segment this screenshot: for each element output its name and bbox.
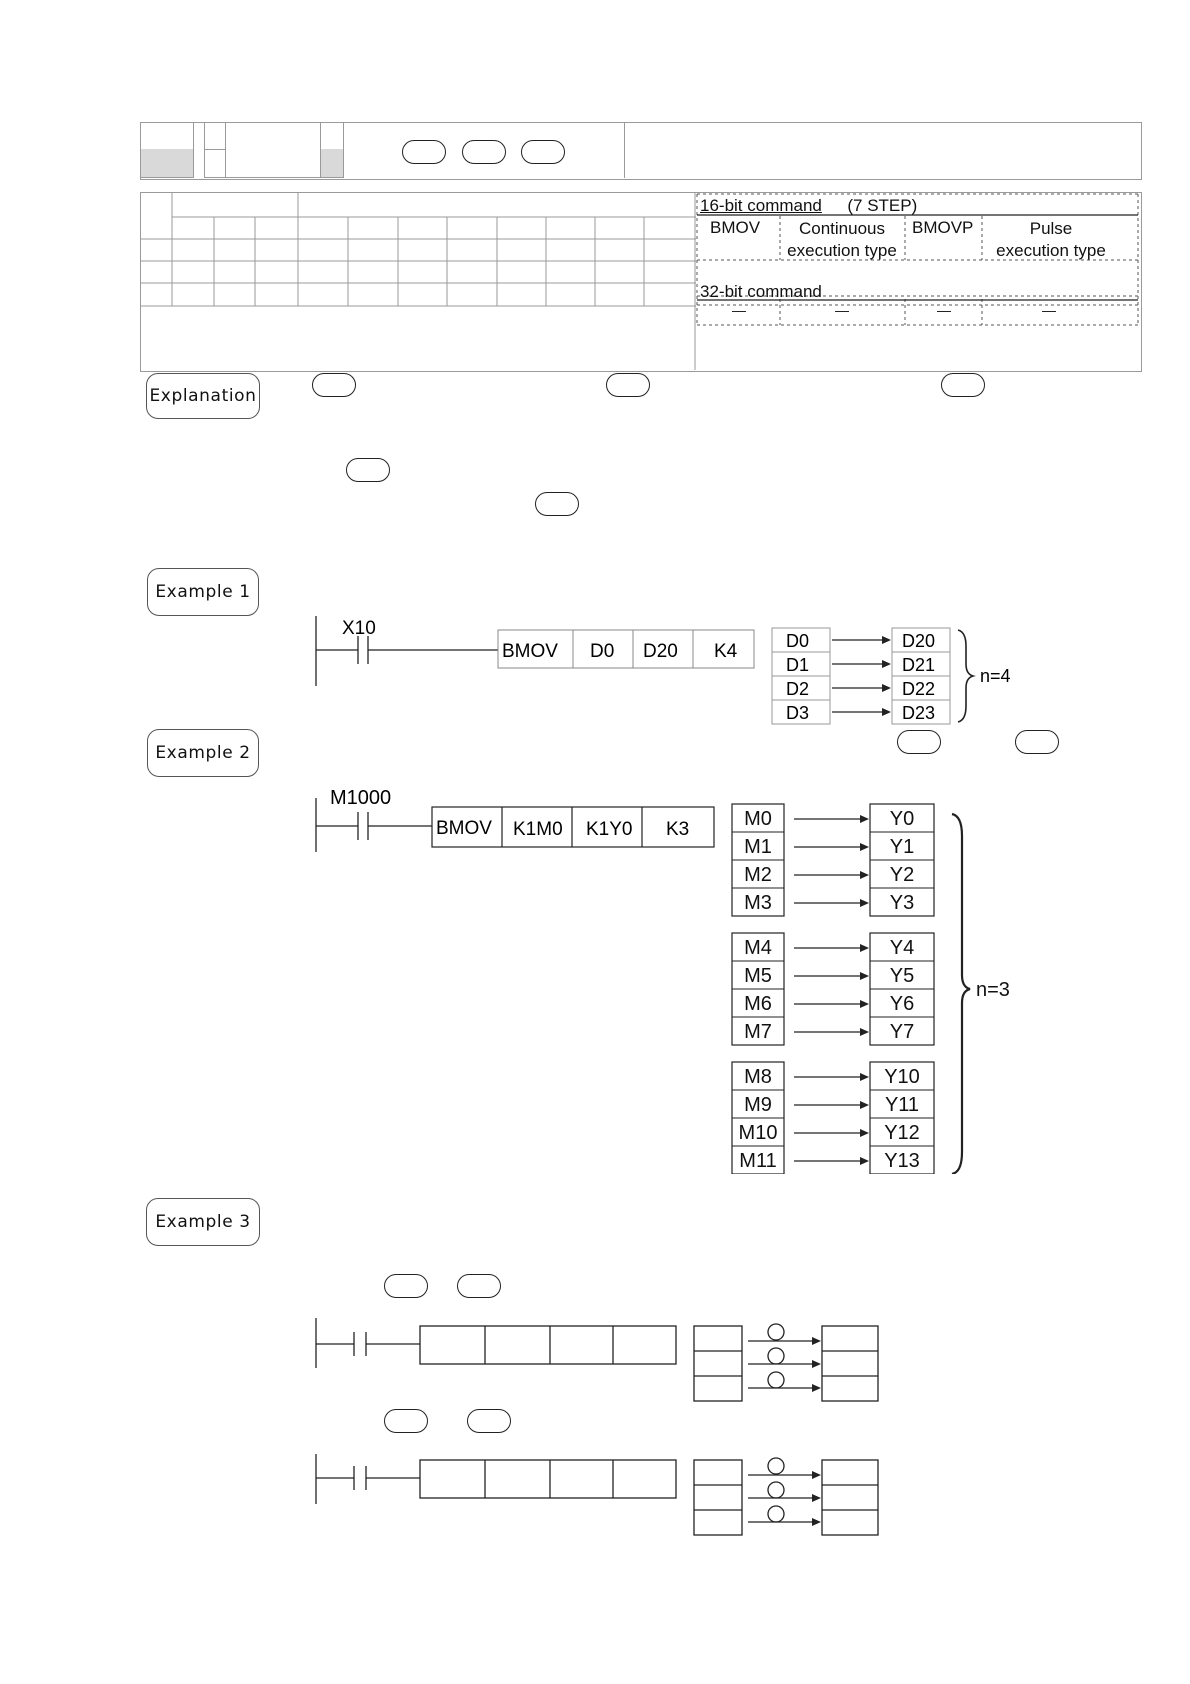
- bit32-cell-1: —: [732, 302, 746, 318]
- example1-src-1: D1: [786, 655, 810, 675]
- example2-instr-2: K1Y0: [586, 819, 633, 840]
- explanation-oval-s: [312, 373, 356, 397]
- source-cell: M9: [744, 1094, 772, 1116]
- dest-cell: Y3: [889, 892, 915, 914]
- example1-instr-2: D20: [643, 641, 678, 662]
- dest-cell: Y7: [889, 1021, 915, 1043]
- bit16-title: [700, 196, 917, 216]
- example2-transfer-diagram: [730, 802, 1040, 1174]
- example3-tag: Example 3: [146, 1198, 260, 1246]
- example2-ladder: [310, 780, 730, 860]
- source-cell: M11: [739, 1150, 777, 1172]
- dest-cell: Y0: [889, 808, 915, 830]
- bit16-continuous: Continuous execution type: [787, 219, 897, 260]
- dest-cell: Y11: [884, 1094, 920, 1116]
- example1-src-2: D2: [786, 679, 810, 699]
- header-operand-oval-1: [402, 140, 446, 164]
- dest-cell: Y10: [884, 1066, 920, 1088]
- example1-dst-2: D22: [902, 679, 936, 699]
- example1-ladder: [310, 610, 760, 690]
- explanation-oval-n: [941, 373, 985, 397]
- transfer-arrow-head: [860, 871, 869, 879]
- example1-brace: [958, 630, 973, 722]
- dest-cell: Y4: [889, 937, 915, 959]
- transfer-arrow-head: [860, 899, 869, 907]
- example1-dst-1: D21: [902, 655, 936, 675]
- example1-n-label: n=4: [980, 666, 1011, 686]
- dest-cell: Y2: [889, 864, 915, 886]
- example1-src-3: D3: [786, 703, 810, 723]
- explanation-tag: Explanation: [146, 373, 260, 419]
- transfer-arrow-head: [860, 944, 869, 952]
- source-cell: M3: [744, 892, 772, 914]
- header-divider: [624, 122, 625, 178]
- example1-instr-0: BMOV: [502, 641, 558, 662]
- source-cell: M10: [738, 1122, 778, 1144]
- header-operand-oval-2: [462, 140, 506, 164]
- example1-contact: X10: [342, 618, 376, 639]
- header-mnemonic-cell: [204, 122, 226, 178]
- example1-instr-1: D0: [590, 641, 615, 662]
- example2-brace: [952, 814, 970, 1174]
- transfer-arrow-head: [860, 1028, 869, 1036]
- bit16-steps: (7 STEP): [847, 196, 918, 215]
- transfer-arrow-head: [860, 972, 869, 980]
- transfer-arrow-head: [860, 815, 869, 823]
- explanation-oval-d: [606, 373, 650, 397]
- example2-contact: M1000: [330, 787, 392, 809]
- transfer-arrow-head: [860, 1129, 869, 1137]
- bit32-cell-4: —: [1042, 302, 1056, 318]
- example3-oval-1: [384, 1274, 428, 1298]
- header-flag-cell: [320, 122, 344, 178]
- source-cell: M5: [744, 965, 772, 987]
- dest-cell: Y5: [889, 965, 915, 987]
- example3-ladder-1: [310, 1316, 890, 1416]
- example1-transfer-diagram: [770, 626, 1030, 726]
- transfer-arrow-head: [860, 1157, 869, 1165]
- example2-instr-3: K3: [666, 819, 690, 840]
- example2-instr-1: K1M0: [513, 819, 563, 840]
- example3-oval-2: [457, 1274, 501, 1298]
- example2-instr-0: BMOV: [436, 818, 492, 839]
- example1-tag: Example 1: [147, 568, 259, 616]
- example1-dst-0: D20: [902, 631, 936, 651]
- example1-instr-3: K4: [714, 641, 738, 662]
- source-cell: M4: [744, 937, 772, 959]
- bit32-title: 32-bit command: [700, 282, 822, 301]
- example1-dst-3: D23: [902, 703, 936, 723]
- header-code-cell: [140, 122, 194, 178]
- bit16-mnemonic: BMOV: [710, 218, 761, 237]
- example3-oval-3: [384, 1409, 428, 1433]
- source-cell: M7: [744, 1021, 772, 1043]
- bit32-cell-3: —: [937, 302, 951, 318]
- example2-tag: Example 2: [147, 729, 259, 777]
- bit16-title-text: 16-bit command: [700, 196, 822, 215]
- dest-cell: Y13: [884, 1150, 920, 1172]
- transfer-arrow-head: [860, 1000, 869, 1008]
- bit32-cell-2: —: [835, 302, 849, 318]
- transfer-arrow-head: [860, 843, 869, 851]
- source-cell: M2: [744, 864, 772, 886]
- header-operand-oval-3: [521, 140, 565, 164]
- transfer-arrow-head: [860, 1073, 869, 1081]
- bit16-pulse-mnemonic: BMOVP: [912, 218, 974, 237]
- dest-cell: Y12: [884, 1122, 920, 1144]
- dest-cell: Y1: [889, 836, 915, 858]
- source-cell: M6: [744, 993, 772, 1015]
- explanation-oval-5: [535, 492, 579, 516]
- header-name-cell: [226, 122, 320, 178]
- example1-oval-a: [897, 730, 941, 754]
- source-cell: M1: [744, 836, 772, 858]
- example3-oval-4: [467, 1409, 511, 1433]
- bit16-pulse: Pulse execution type: [996, 219, 1106, 260]
- source-cell: M8: [744, 1066, 772, 1088]
- transfer-arrow-head: [860, 1101, 869, 1109]
- example1-src-0: D0: [786, 631, 810, 651]
- source-cell: M0: [744, 808, 772, 830]
- device-grid: [140, 192, 696, 370]
- example3-ladder-2: [310, 1450, 890, 1550]
- explanation-oval-4: [346, 458, 390, 482]
- example1-oval-b: [1015, 730, 1059, 754]
- example2-n-label: n=3: [976, 979, 1010, 1001]
- dest-cell: Y6: [889, 993, 915, 1015]
